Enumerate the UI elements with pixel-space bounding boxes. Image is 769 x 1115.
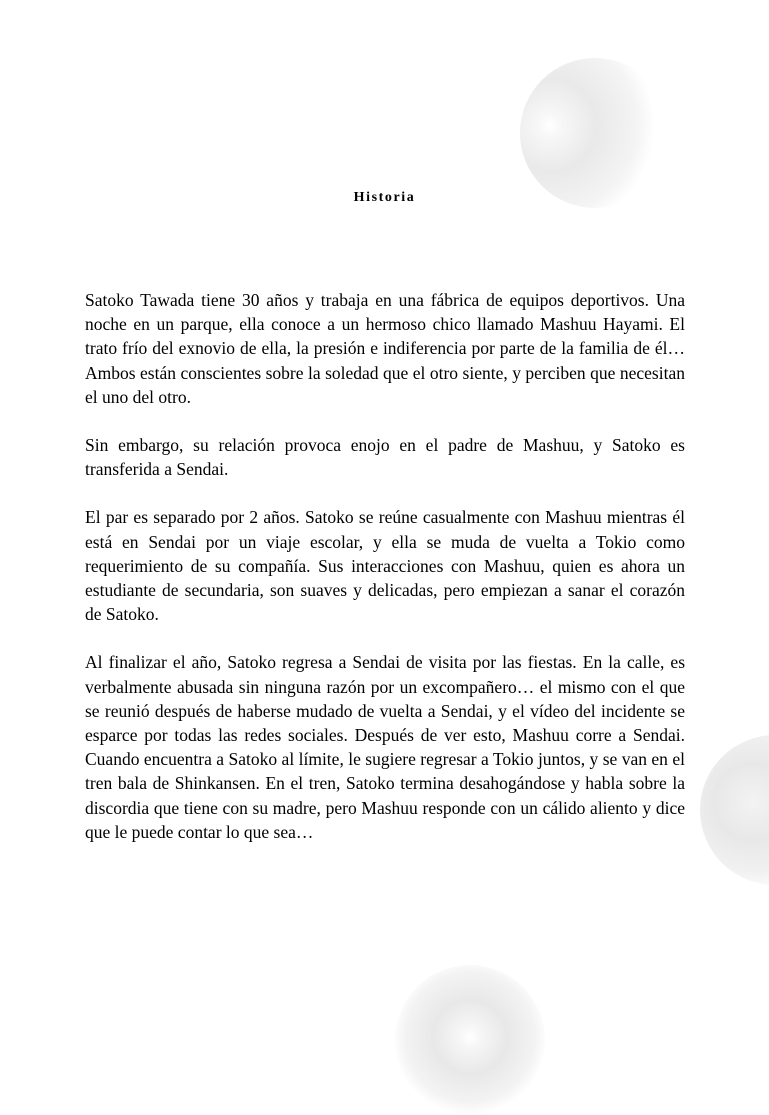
paragraph-2: Sin embargo, su relación provoca enojo en el padre de Mashuu, y Satoko es transferida a Sendai. <box>85 435 685 480</box>
smudge-decoration <box>700 735 769 885</box>
paragraph-3: El par es separado por 2 años. Satoko se reúne casualmente con Mashuu mientras él está en Sendai por un viaje escolar, y ella se muda de vuelta a Tokio como requerimiento de su compañía. Sus interacciones con Mashuu, quien es ahora un estudiante de secundaria, son suaves y delicadas, pero empiezan a sanar el corazón de Satoko. <box>85 507 685 625</box>
paragraph-1: Satoko Tawada tiene 30 años y trabaja en una fábrica de equipos deportivos. Una noche en un parque, ella conoce a un hermoso chico llamado Mashuu Hayami. El trato frío del exnovio de ella, la presión e indiferencia por parte de la familia de él… Ambos están conscientes sobre la soledad que el otro siente, y perciben que necesitan el uno del otro. <box>85 290 685 407</box>
page-title: Historia <box>353 190 416 205</box>
paragraph-4: Al finalizar el año, Satoko regresa a Sendai de visita por las fiestas. En la calle, es verbalmente abusada sin ninguna razón por un excompañero… el mismo con el que se reunió después de haberse mudado de vuelta a Sendai, y el vídeo del incidente se esparce por todas las redes sociales. Después de ver esto, Mashuu corre a Sendai. Cuando encuentra a Satoko al límite, le sugiere regresar a Tokio juntos, y se van en el tren bala de Shinkansen. En el tren, Satoko termina desahogándose y habla sobre la discordia que tiene con su madre, pero Mashuu responde con un cálido aliento y dice que le puede contar lo que sea… <box>85 652 685 842</box>
story-body <box>85 288 685 868</box>
smudge-decoration <box>520 58 670 208</box>
smudge-decoration <box>395 965 545 1115</box>
